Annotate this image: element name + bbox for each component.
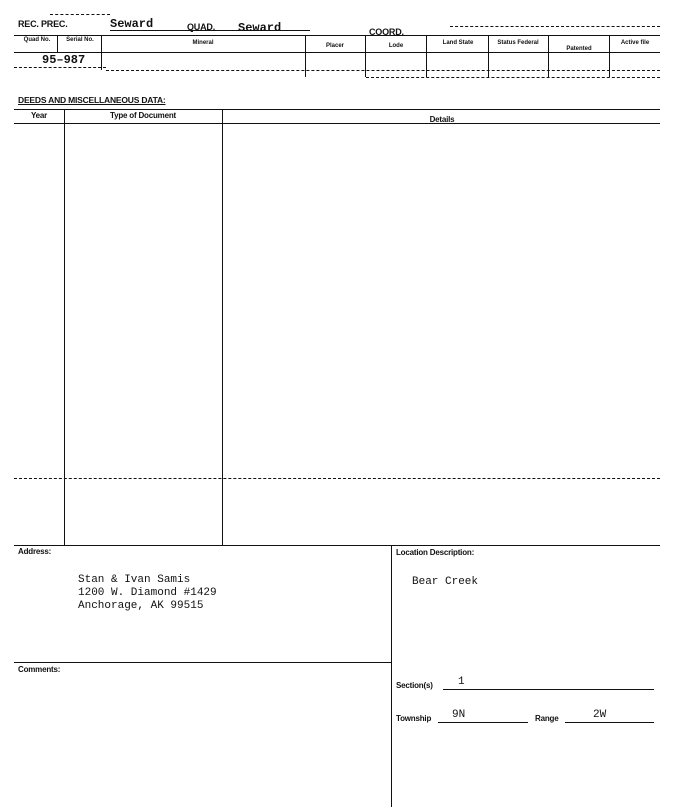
deeds-divider-type — [222, 109, 223, 546]
col-divider-3 — [305, 35, 306, 77]
address-line-1: Stan & Ivan Samis — [78, 574, 191, 586]
col-mineral: Mineral — [192, 40, 214, 46]
header-rule-c — [450, 26, 660, 27]
address-label: Address: — [18, 547, 52, 556]
address-line-3: Anchorage, AK 99515 — [78, 600, 204, 612]
col-placer: Placer — [325, 43, 344, 49]
comments-top-rule — [14, 662, 391, 663]
quad-value[interactable]: Seward — [238, 21, 282, 35]
deeds-top-rule — [14, 109, 660, 110]
col-lode: Lode — [388, 43, 404, 49]
comments-label: Comments: — [18, 665, 61, 674]
coord-label: COORD. — [369, 27, 404, 37]
deeds-section-title: DEEDS AND MISCELLANEOUS DATA: — [18, 95, 166, 105]
col-details: Details — [429, 115, 455, 124]
col-divider-6 — [488, 35, 489, 77]
col-serial-no: Serial No. — [66, 37, 94, 43]
quad-serial-value[interactable]: 95–987 — [42, 53, 86, 67]
col-divider-1 — [57, 35, 58, 52]
quad-label: QUAD. — [187, 22, 215, 32]
header-rule-a — [50, 14, 110, 15]
col-type-of-document: Type of Document — [110, 111, 176, 120]
record-rule-lower — [366, 77, 660, 78]
col-active-file: Active file — [620, 40, 650, 46]
col-status-federal: Status Federal — [497, 40, 539, 46]
rec-prec-value[interactable]: Seward — [110, 17, 154, 31]
col-year: Year — [30, 111, 48, 120]
township-value[interactable]: 9N — [452, 709, 466, 721]
header-rule-b — [110, 30, 310, 31]
section-value[interactable]: 1 — [458, 676, 465, 688]
column-header-bottom-rule — [14, 52, 660, 53]
col-divider-5 — [426, 35, 427, 77]
rec-prec-label: REC. PREC. — [18, 19, 68, 29]
col-divider-7 — [548, 35, 549, 77]
address-block[interactable] — [78, 574, 217, 613]
col-patented: Patented — [566, 46, 592, 52]
deeds-divider-year — [64, 109, 65, 546]
address-line-2: 1200 W. Diamond #1429 — [78, 587, 217, 599]
col-land-state: Land State — [442, 40, 474, 46]
township-label: Township — [396, 714, 432, 723]
location-description-value[interactable]: Bear Creek — [412, 576, 479, 588]
section-label: Section(s) — [396, 681, 433, 690]
record-rule-left — [14, 67, 106, 68]
column-header-top-rule — [14, 35, 660, 36]
record-rule-right — [106, 70, 660, 71]
range-value[interactable]: 2W — [593, 709, 607, 721]
range-label: Range — [535, 714, 559, 723]
deeds-bottom-rule — [14, 545, 660, 546]
col-divider-8 — [609, 35, 610, 77]
section-underline — [443, 689, 654, 690]
range-underline — [565, 722, 654, 723]
col-divider-2 — [101, 35, 102, 70]
township-underline — [438, 722, 528, 723]
col-quad-no: Quad No. — [23, 37, 51, 43]
bottom-center-divider — [391, 545, 392, 807]
deeds-dashed-rule — [14, 478, 660, 479]
location-description-label: Location Description: — [396, 548, 475, 557]
col-divider-4 — [365, 35, 366, 77]
